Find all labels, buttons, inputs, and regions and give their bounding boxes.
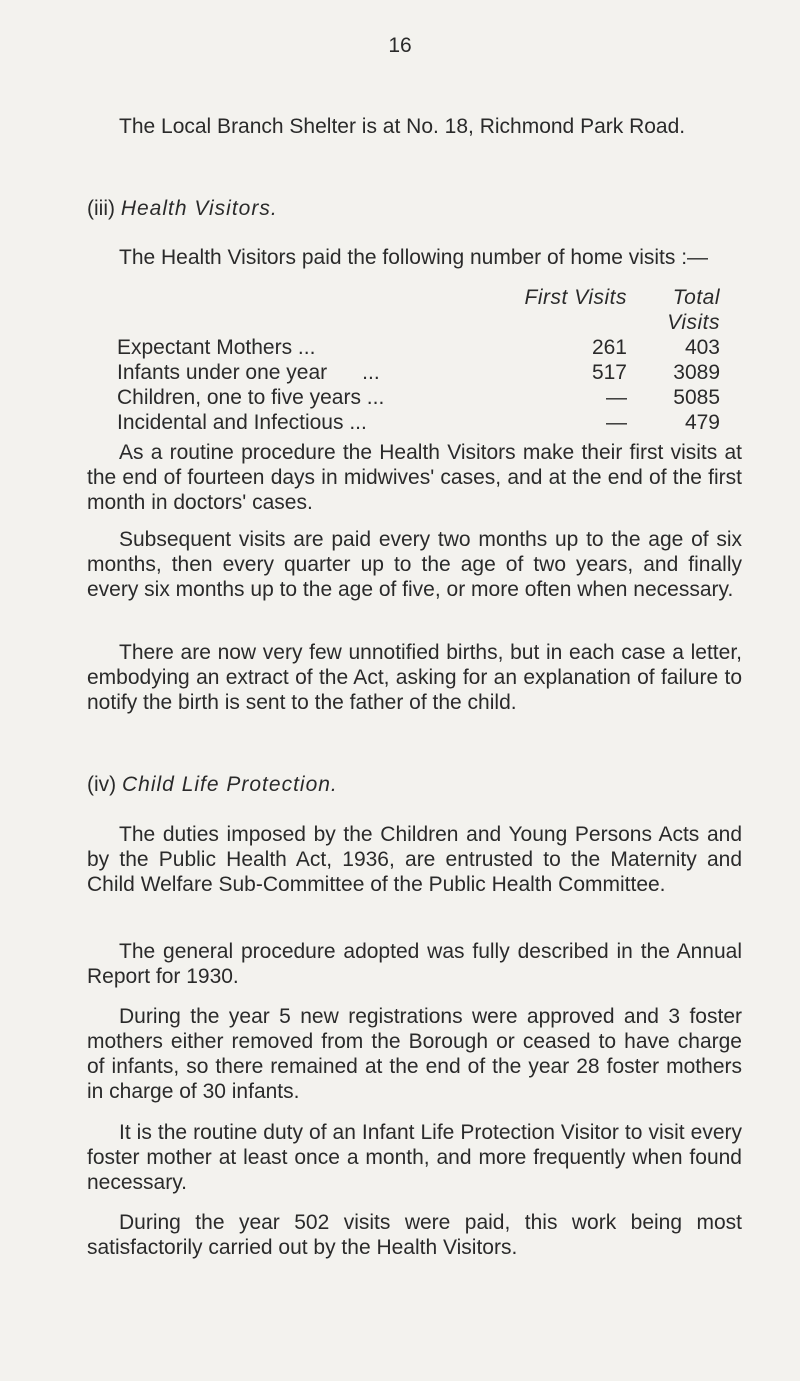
total-visits-value: 5085: [673, 386, 720, 409]
first-visits-value: 261: [591, 336, 627, 359]
total-visits-value: 3089: [673, 361, 720, 384]
paragraph-subsequent: Subsequent visits are paid every two months up to the age of six months, then every quarter up to the age of two years, and finally every six months up to the age of five, or more often when necessary.: [87, 528, 742, 601]
table-row: [87, 360, 742, 385]
visits-table: [87, 285, 742, 435]
total-visits-value: 403: [684, 336, 720, 359]
table-row: [87, 410, 742, 435]
section-heading-health-visitors: [87, 196, 278, 221]
first-visits-value: —: [606, 386, 627, 409]
paragraph-intro: The Health Visitors paid the following number of home visits :—: [119, 246, 709, 269]
row-label: Infants under one year ...: [117, 361, 380, 384]
paragraph-procedure: The general procedure adopted was fully described in the Annual Report for 1930.: [87, 940, 742, 988]
table-header-row: [87, 285, 742, 335]
section-title: Health Visitors.: [120, 197, 278, 220]
page-number: 16: [388, 34, 412, 57]
header-first-visits: First Visits: [524, 286, 627, 309]
first-visits-value: 517: [591, 361, 627, 384]
paragraph-duties: The duties imposed by the Children and Young Persons Acts and by the Public Health Act, 1936, are entrusted to the Maternity and Child Welfare Sub-Committee of the Public Health Committee.: [87, 823, 742, 896]
paragraph-unnotified: There are now very few unnotified births, but in each case a letter, embodying an extract of the Act, asking for an explanation of failure to notify the birth is sent to the father of the child.: [87, 641, 742, 714]
row-label: Expectant Mothers ...: [117, 336, 316, 359]
paragraph-duty: It is the routine duty of an Infant Life Protection Visitor to visit every foster mother at least once a month, and more frequently when found necessary.: [87, 1121, 742, 1194]
first-visits-value: —: [606, 411, 627, 434]
header-total-visits: Total Visits: [667, 286, 720, 334]
table-row: [87, 385, 742, 410]
table-row: [87, 335, 742, 360]
section-number: (iv): [87, 773, 117, 796]
row-label: Children, one to five years ...: [117, 386, 385, 409]
paragraph-shelter: The Local Branch Shelter is at No. 18, Richmond Park Road.: [119, 115, 686, 138]
paragraph-visits: During the year 502 visits were paid, this work being most satisfactorily carried out by the Health Visitors.: [87, 1211, 742, 1259]
row-label: Incidental and Infectious ...: [117, 411, 367, 434]
section-heading-child-life-protection: [87, 772, 338, 797]
paragraph-routine: As a routine procedure the Health Visitors make their first visits at the end of fourteen days in midwives' cases, and at the end of the first month in doctors' cases.: [87, 441, 742, 514]
total-visits-value: 479: [684, 411, 720, 434]
section-number: (iii): [87, 197, 115, 220]
paragraph-registrations: During the year 5 new registrations were approved and 3 foster mothers either removed from the Borough or ceased to have charge of infants, so there remained at the end of the year 28 foster mothers in charge of 30 infants.: [87, 1005, 742, 1103]
section-title: Child Life Protection.: [122, 773, 338, 796]
